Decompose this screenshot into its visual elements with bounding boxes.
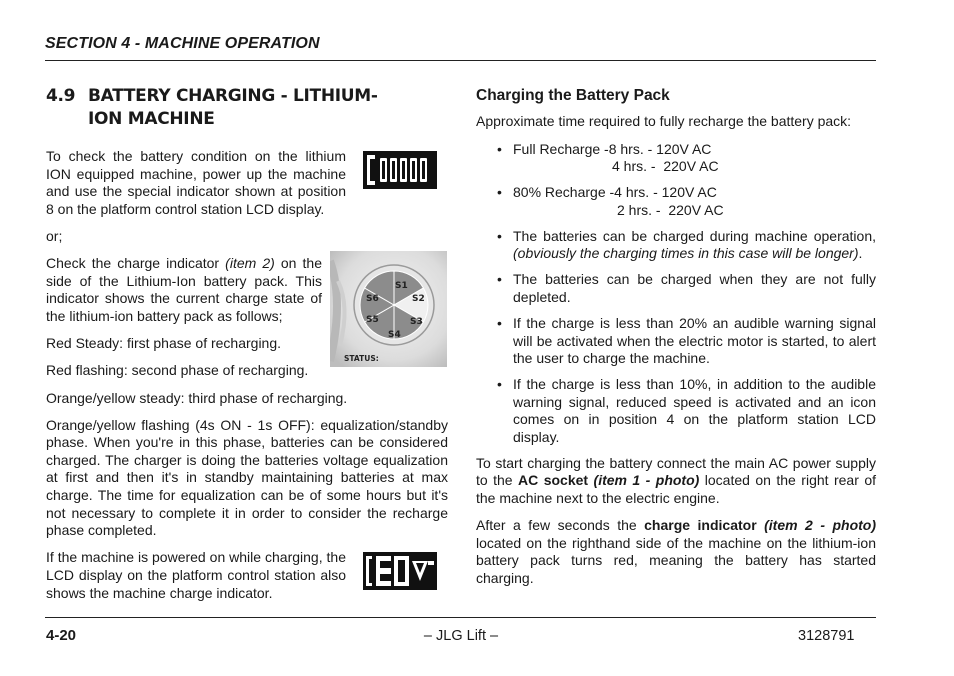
bullet3-text: The batteries can be charged during machine operation, [513,227,876,244]
section-title-text: BATTERY CHARGING - LITHIUM-ION MACHINE [88,86,378,129]
charging-intro: Approximate time required to fully recharge the battery pack: [476,113,852,129]
section-title [46,85,448,131]
list-item: • 80% Recharge -4 hrs. - 120V AC 2 hrs. - 220V AC [476,184,876,219]
bullet5-text: If the charge is less than 20% an audible warning signal will be activated when the electric motor is started, to alert the user to charge the machine. [513,314,876,367]
start-charging-paragraph [476,455,876,508]
ac-socket-item-ref: (item 1 - photo) [588,472,700,489]
bullet6-text: If the charge is less than 10%, in addition to the audible warning signal, reduced speed is activated and an icon comes on in position 4 on the platform station LCD display. [513,376,876,445]
footer-rule [45,617,876,618]
or-text: or; [46,227,63,244]
segment-s5-label: S5 [366,315,379,325]
charge-indicator-photo [330,251,447,367]
right-column [476,86,876,597]
segment-s2-label: S2 [412,294,425,304]
footer-publisher: – JLG Lift – [423,628,499,644]
indicator-paragraph [46,255,322,325]
list-item: • The batteries can be charged when they are not fully depleted. [497,271,876,305]
lcd-charge-icon [362,551,438,591]
list-item: • Full Recharge -8 hrs. - 120V AC 4 hrs. - 220V AC [476,141,876,176]
partial-recharge-220v: 2 hrs. - 220V AC [617,201,724,218]
segment-s6-label: S6 [366,294,379,304]
orange-steady-text: Orange/yellow steady: third phase of recharging. [46,389,348,406]
partial-recharge-120v: 80% Recharge -4 hrs. - 120V AC [513,184,717,201]
red-flashing-text: Red flashing: second phase of recharging. [46,362,309,379]
bullet3-end: . [858,245,863,262]
indicator-item-ref: (item 2) [225,255,275,272]
section-number: 4.9 [46,86,76,106]
intro-paragraph: To check the battery condition on the lithium ION equipped machine, power up the machine and use the special indicator shown at position 8 on the platform control station LCD display. [46,148,346,217]
charge-indicator-term: charge indicator [644,517,757,534]
full-recharge-120v: Full Recharge -8 hrs. - 120V AC [513,140,712,157]
charging-subtitle: Charging the Battery Pack [476,87,670,104]
header-rule [45,60,876,61]
start-text-b: located on the right rear of the machine next to the electric engine. [476,472,876,507]
bullet4-text: The batteries can be charged when they are not fully depleted. [513,271,876,305]
segment-s3-label: S3 [410,317,423,327]
section-header: SECTION 4 - MACHINE OPERATION [45,35,320,52]
powered-on-text: If the machine is powered on while charging, the LCD display on the platform control station also shows the machine charge indicator. [46,549,346,601]
charge-indicator-item-ref: (item 2 - photo) [756,517,876,534]
list-item: • If the charge is less than 20% an audible warning signal will be activated when the electric motor is started, to alert the user to charge the machine. [497,314,876,367]
charging-bullets [476,141,876,447]
battery-level-icon [362,150,438,190]
ac-socket-term: AC socket [518,472,589,489]
bullet3-italic: (obviously the charging times in this case will be longer) [513,245,859,262]
after-seconds-paragraph [476,517,876,587]
segment-s1-label: S1 [395,281,408,291]
indicator-text-a: Check the charge indicator [46,255,226,272]
start-text-a: To start charging the battery connect the main AC power supply to the [476,454,876,489]
red-steady-text: Red Steady: first phase of recharging. [46,335,282,352]
full-recharge-220v: 4 hrs. - 220V AC [612,158,719,175]
segment-s4-label: S4 [388,330,401,340]
list-item: • The batteries can be charged during machine operation, (obviously the charging times in this case will be longer). [497,227,876,262]
after-text-a: After a few seconds the [476,517,645,534]
list-item: • If the charge is less than 10%, in addition to the audible warning signal, reduced speed is activated and an icon comes on in position 4 on the platform station LCD display. [497,376,876,445]
after-text-b: located on the righthand side of the machine on the lithium-ion battery pack turns red, meaning the battery has started charging. [476,534,876,586]
indicator-text-b: on the side of the Lithium-Ion battery pack. This indicator shows the current charge state of the lithium-ion battery pack as follows; [46,255,322,324]
status-label: STATUS: [344,354,379,363]
orange-flashing-text: Orange/yellow flashing (4s ON - 1s OFF): equalization/standby phase. When you're in this phase, batteries can be considered charged. The charger is doing the batteries voltage equalization at first and then it's in standby maintaining batteries at max charge. The time for equalization can be of some hours but it's not necessary to complete it in order to consider the recharge phase completed. [46,416,448,539]
page-number: 4-20 [46,627,77,644]
document-number: 3128791 [798,628,855,644]
